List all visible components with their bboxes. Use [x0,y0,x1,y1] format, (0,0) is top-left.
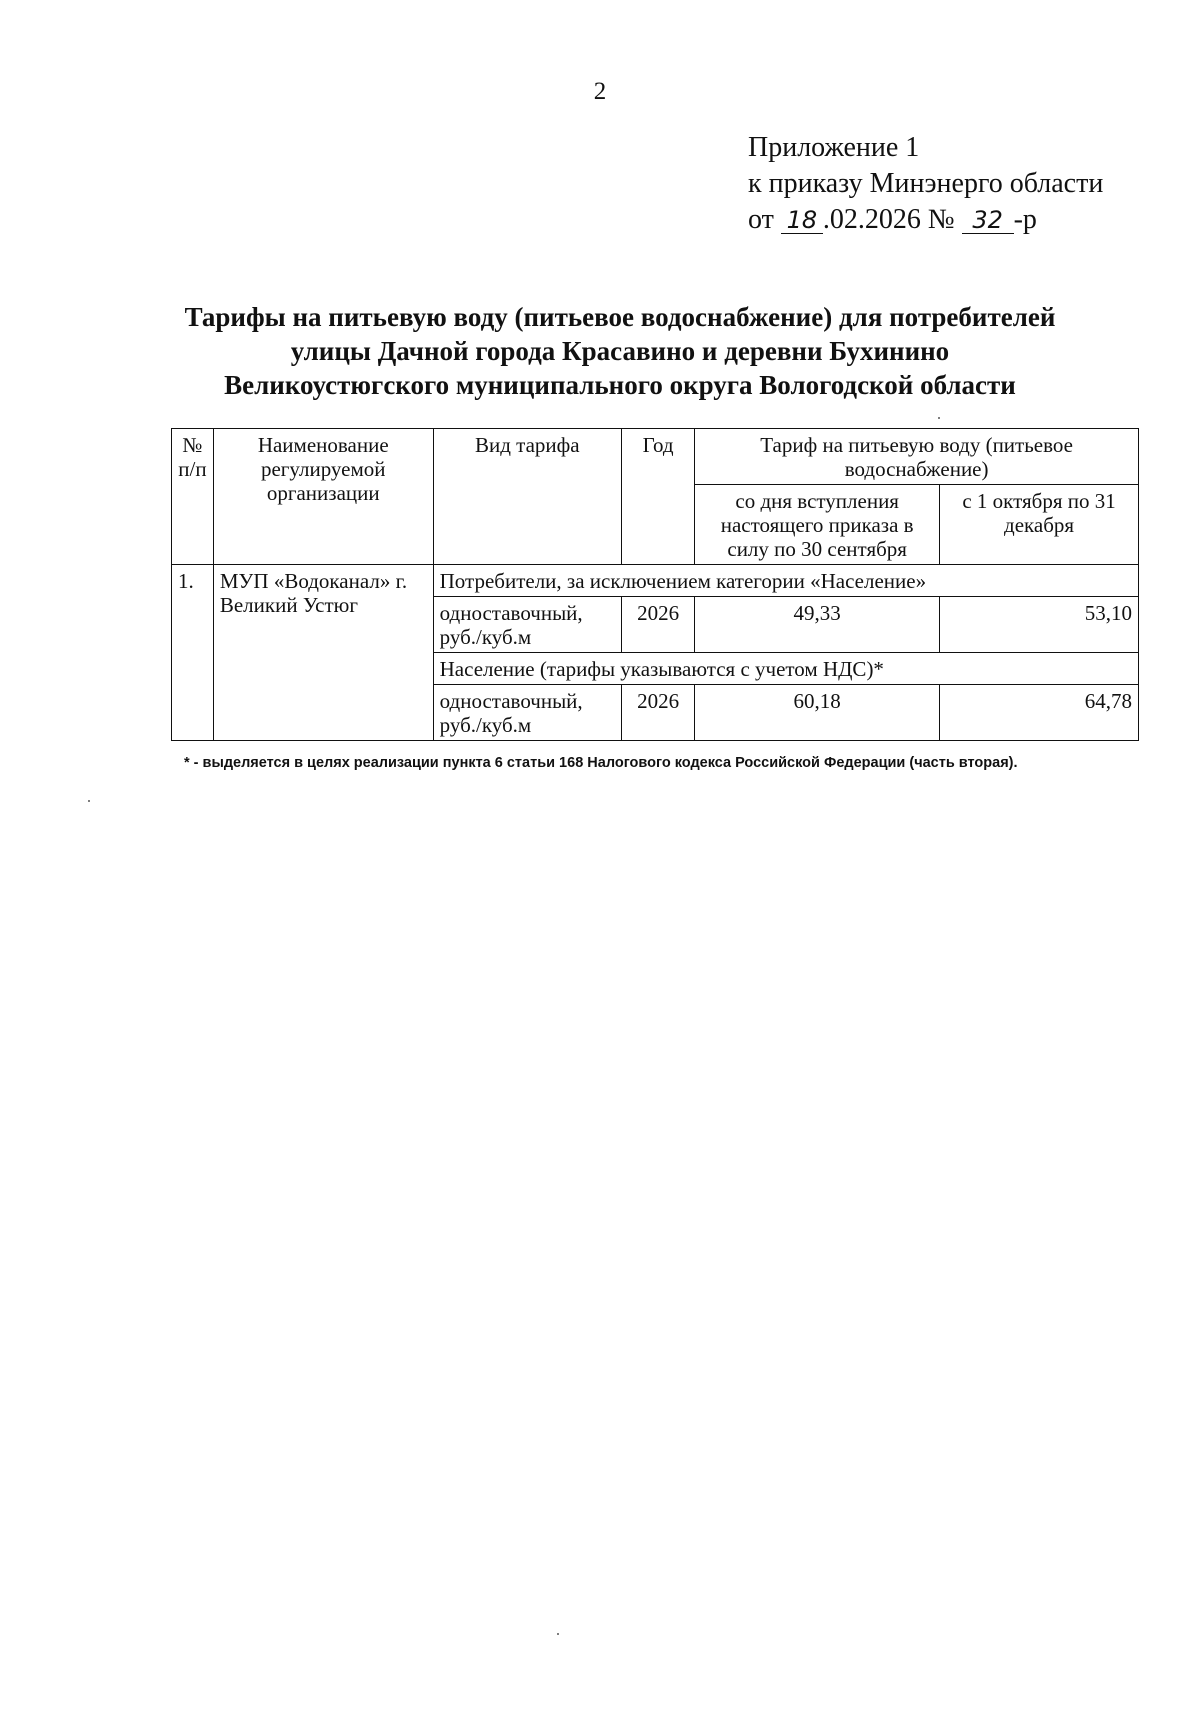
scan-speck [88,800,90,802]
table-header-row [172,429,1139,485]
header-org: Наименование регулируемой организации [213,429,433,565]
category-label: Потребители, за исключением категории «Население» [433,565,1138,597]
tariff-table [171,428,1139,741]
row-num: 1. [172,565,214,741]
title-line-2: улицы Дачной города Красавино и деревни Бухинино [290,336,950,366]
tariff-year: 2026 [621,685,694,741]
tariff-value-period-1: 60,18 [695,685,940,741]
handwritten-order-number: 32 [962,207,1014,234]
appendix-line-1: Приложение 1 [748,132,920,163]
header-kind: Вид тарифа [433,429,621,565]
appendix-line-3 [748,202,1103,238]
table-row [172,565,1139,597]
scan-speck [938,417,940,419]
header-period-1: со дня вступления настоящего приказа в силу по 30 сентября [695,485,940,565]
title-line-3: Великоустюгского муниципального округа Вологодской области [224,370,1016,400]
footnote: * - выделяется в целях реализации пункта 6 статьи 168 Налогового кодекса Российской Федерации (часть вторая). [184,755,1018,771]
tariff-year: 2026 [621,597,694,653]
handwritten-day: 18 [781,207,823,234]
row-org: МУП «Водоканал» г. Великий Устюг [213,565,433,741]
category-label: Население (тарифы указываются с учетом НДС)* [433,653,1138,685]
page-number: 2 [593,78,607,105]
header-year: Год [621,429,694,565]
tariff-kind: одноставочный, руб./куб.м [433,597,621,653]
appendix-date-prefix: от [748,204,774,235]
scan-speck [557,1633,559,1635]
tariff-value-period-2: 64,78 [940,685,1139,741]
appendix-line-2: к приказу Минэнерго области [748,168,1104,199]
tariff-value-period-1: 49,33 [695,597,940,653]
header-num: № п/п [172,429,214,565]
appendix-suffix: -р [1013,204,1037,235]
title-line-1: Тарифы на питьевую воду (питьевое водоснабжение) для потребителей [184,302,1056,332]
appendix-date-rest: .02.2026 № [822,204,955,235]
appendix-header [748,130,1103,238]
header-tariff-group: Тариф на питьевую воду (питьевое водоснабжение) [695,429,1139,485]
tariff-kind: одноставочный, руб./куб.м [433,685,621,741]
document-title [150,300,1090,402]
tariff-value-period-2: 53,10 [940,597,1139,653]
header-period-2: с 1 октября по 31 декабря [940,485,1139,565]
